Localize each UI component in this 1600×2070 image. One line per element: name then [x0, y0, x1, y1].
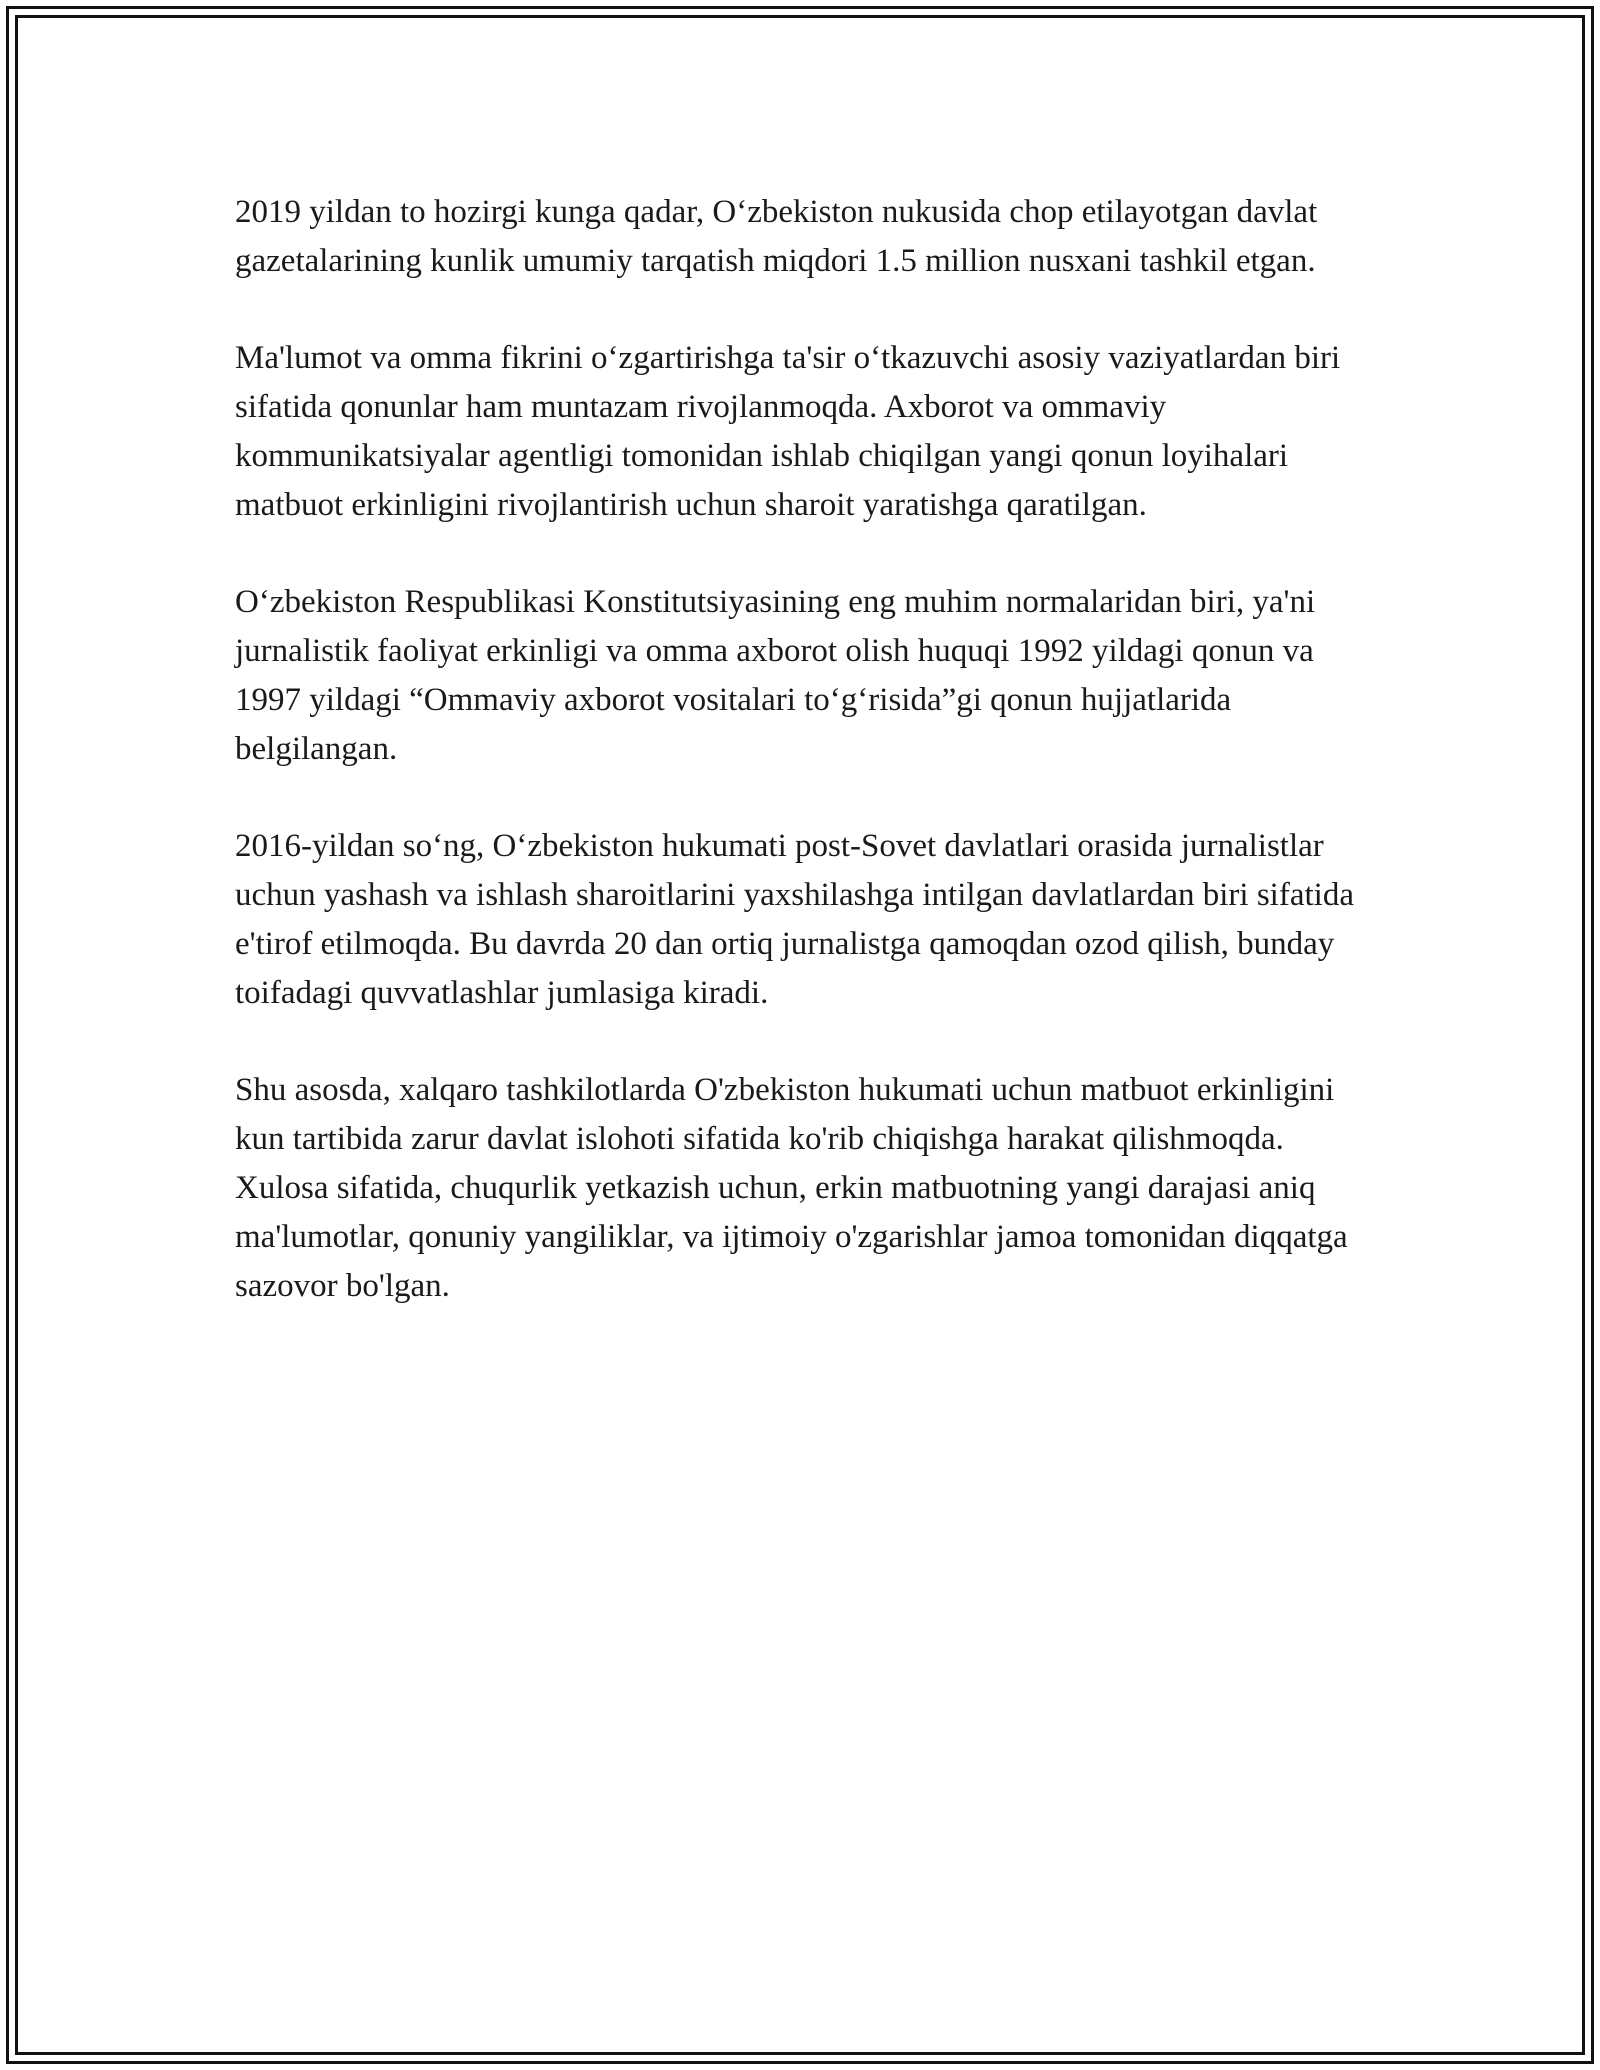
paragraph-5: Shu asosda, xalqaro tashkilotlarda O'zbekiston hukumati uchun matbuot erkinligini kun tartibida zarur davlat islohoti sifatida ko'rib chiqishga harakat qilishmoqda. Xulosa sifatida, chuqurlik yetkazish uchun, erkin matbuotning yangi darajasi aniq ma'lumotlar, qonuniy yangiliklar, va ijtimoiy o'zgarishlar jamoa tomonidan diqqatga sazovor bo'lgan. [235, 1072, 1348, 1304]
paragraph-2: Ma'lumot va omma fikrini o‘zgartirishga ta'sir o‘tkazuvchi asosiy vaziyatlardan biri sifatida qonunlar ham muntazam rivojlanmoqda. Axborot va ommaviy kommunikatsiyalar agentligi tomonidan ishlab chiqilgan yangi qonun loyihalari matbuot erkinligini rivojlantirish uchun sharoit yaratishga qaratilgan. [235, 340, 1341, 523]
paragraph-1: 2019 yildan to hozirgi kunga qadar, O‘zbekiston nukusida chop etilayotgan davlat gazetalarining kunlik umumiy tarqatish miqdori 1.5 million nusxani tashkil etgan. [235, 194, 1318, 279]
paragraph-3: O‘zbekiston Respublikasi Konstitutsiyasining eng muhim normalaridan biri, ya'ni jurnalistik faoliyat erkinligi va omma axborot olish huquqi 1992 yildagi qonun va 1997 yildagi “Ommaviy axborot vositalari to‘g‘risida”gi qonun hujjatlarida belgilangan. [235, 584, 1316, 767]
paragraph-4: 2016-yildan so‘ng, O‘zbekiston hukumati post-Sovet davlatlari orasida jurnalistlar uchun yashash va ishlash sharoitlarini yaxshilashga intilgan davlatlardan biri sifatida e'tirof etilmoqda. Bu davrda 20 dan ortiq jurnalistga qamoqdan ozod qilish, bunday toifadagi quvvatlashlar jumlasiga kiradi. [235, 828, 1354, 1011]
document-body [235, 188, 1375, 1359]
